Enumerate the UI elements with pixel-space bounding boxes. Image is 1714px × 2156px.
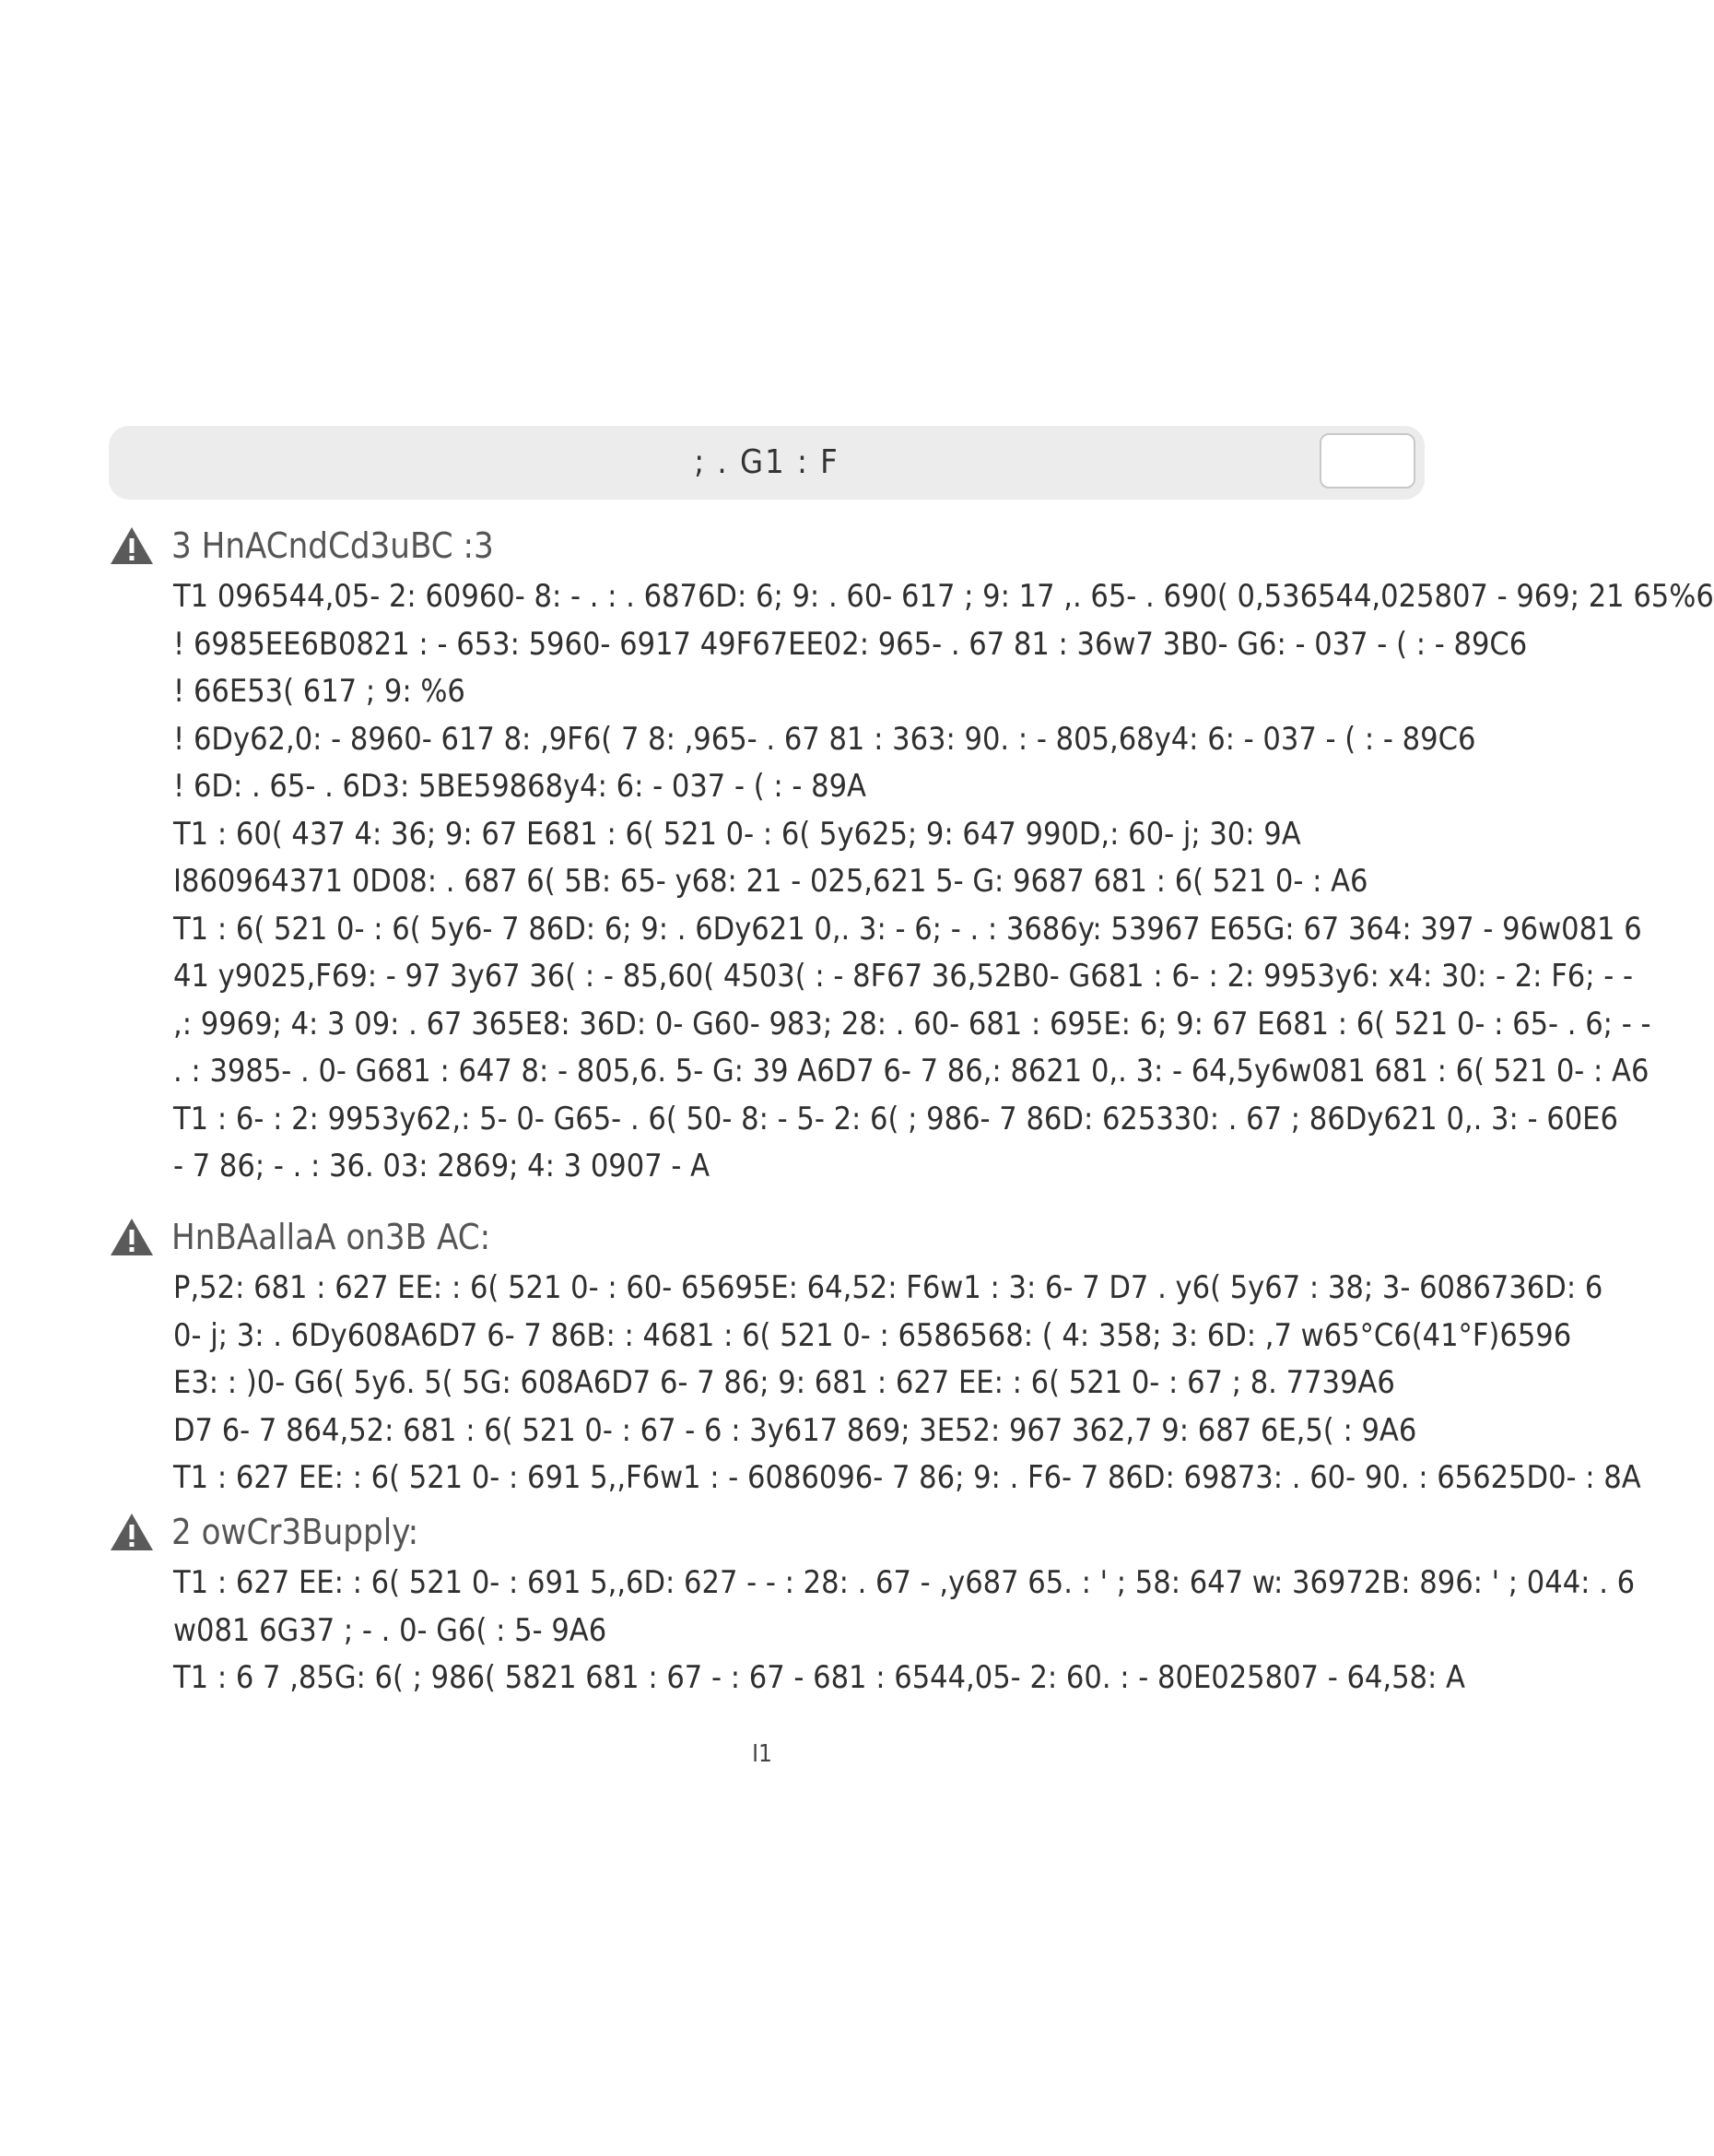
section-heading xyxy=(109,522,1454,573)
section-heading xyxy=(109,1508,1454,1560)
paragraph-line: D7 6- 7 864,52: 681 : 6( 521 0- : 67 - 6 : 3y617 869; 3E52: 967 362,7 9: 687 6E,5( : 9A6 xyxy=(173,1411,1417,1449)
section-body xyxy=(173,573,1714,1191)
paragraph-line: 0- j; 3: . 6Dy608A6D7 6- 7 86B: : 4681 : 6( 521 0- : 6586568: ( 4: 358; 3: 6D: ,7 w65°C6(41°F)6596 xyxy=(173,1316,1572,1354)
section-danger xyxy=(109,522,1714,1191)
header-title: ; . G1 : F xyxy=(694,443,839,481)
section-body xyxy=(173,1265,1641,1502)
paragraph-line: P,52: 681 : 627 EE: : 6( 521 0- : 60- 65695E: 64,52: F6w1 : 3: 6- 7 D7 . y6( 5y67 : 38; 3- 6086736D: 6 xyxy=(173,1269,1603,1306)
warning-triangle-icon xyxy=(109,525,155,566)
header-page-box xyxy=(1320,433,1415,489)
paragraph-line: ,: 9969; 4: 3 09: . 67 365E8: 36D: 0- G60- 983; 28: . 60- 681 : 695E: 6; 9: 67 E681 : 6( 521 0- : 65- . 6; - - xyxy=(173,1005,1651,1043)
paragraph-line: ! 66E53( 617 ; 9: %6 xyxy=(173,673,465,710)
paragraph-line: ! 6D: . 65- . 6D3: 5BE59868y4: 6: - 037 - ( : - 89A xyxy=(173,768,866,805)
paragraph-line: w081 6G37 ; - . 0- G6( : 5- 9A6 xyxy=(173,1611,607,1649)
warning-triangle-icon xyxy=(109,1217,155,1257)
paragraph-line: I860964371 0D08: . 687 6( 5B: 65- y68: 21 - 025,621 5- G: 9687 681 : 6( 521 0- : A6 xyxy=(173,863,1368,900)
section-heading xyxy=(109,1213,1454,1265)
paragraph-line: ! 6Dy62,0: - 8960- 617 8: ,9F6( 7 8: ,965- . 67 81 : 363: 90. : - 805,68y4: 6: - 037 - ( : - 89C6 xyxy=(173,720,1476,758)
section-power-supply xyxy=(109,1508,1636,1702)
section-body xyxy=(173,1560,1636,1702)
section-title: HnBAallaA on3B AC: xyxy=(171,1217,491,1257)
paragraph-line: ! 6985EE6B0821 : - 653: 5960- 6917 49F67EE02: 965- . 67 81 : 36w7 3B0- G6: - 037 - ( : - 89C6 xyxy=(173,625,1528,663)
paragraph-line: T1 096544,05- 2: 60960- 8: - . : . 6876D: 6; 9: . 60- 617 ; 9: 17 ,. 65- . 690( 0,536544,025807 - 969; 21 65%6 xyxy=(173,578,1714,615)
section-installation xyxy=(109,1213,1641,1502)
section-title: 3 HnACndCd3uBC :3 xyxy=(171,525,494,566)
paragraph-line: T1 : 627 EE: : 6( 521 0- : 691 5,,6D: 627 - - : 28: . 67 - ,y687 65. : ' ; 58: 647 w: 36972B: 896: ' ; 044: . 6 xyxy=(173,1564,1636,1601)
page-number: I1 xyxy=(752,1740,772,1768)
paragraph-line: T1 : 60( 437 4: 36; 9: 67 E681 : 6( 521 0- : 6( 5y625; 9: 647 990D,: 60- j; 30: 9A xyxy=(173,815,1301,853)
paragraph-line: T1 : 6( 521 0- : 6( 5y6- 7 86D: 6; 9: . 6Dy621 0,. 3: - 6; - . : 3686y: 53967 E65G: 67 364: 397 - 96w081 6 xyxy=(173,910,1642,948)
paragraph-line: T1 : 6 7 ,85G: 6( ; 986( 5821 681 : 67 - : 67 - 681 : 6544,05- 2: 60. : - 80E025807 - 64,58: A xyxy=(173,1659,1465,1696)
header-bar xyxy=(109,426,1425,500)
warning-triangle-icon xyxy=(109,1512,155,1552)
paragraph-line: T1 : 627 EE: : 6( 521 0- : 691 5,,F6w1 : - 6086096- 7 86; 9: . F6- 7 86D: 69873: . 60- 90. : 65625D0- : 8A xyxy=(173,1459,1641,1496)
paragraph-line: 41 y9025,F69: - 97 3y67 36( : - 85,60( 4503( : - 8F67 36,52B0- G681 : 6- : 2: 9953y6: x4: 30: - 2: F6; - - xyxy=(173,958,1634,995)
section-title: 2 owCr3Bupply: xyxy=(171,1512,419,1552)
paragraph-line: T1 : 6- : 2: 9953y62,: 5- 0- G65- . 6( 50- 8: - 5- 2: 6( ; 986- 7 86D: 625330: . 67 ; 86Dy621 0,. 3: - 60E6 xyxy=(173,1100,1618,1137)
paragraph-line: . : 3985- . 0- G681 : 647 8: - 805,6. 5- G: 39 A6D7 6- 7 86,: 8621 0,. 3: - 64,5y6w081 681 : 6( 521 0- : A6 xyxy=(173,1053,1649,1090)
paragraph-line: E3: : )0- G6( 5y6. 5( 5G: 608A6D7 6- 7 86; 9: 681 : 627 EE: : 6( 521 0- : 67 ; 8. 7739A6 xyxy=(173,1364,1395,1401)
paragraph-line: - 7 86; - . : 36. 03: 2869; 4: 3 0907 - A xyxy=(173,1148,710,1184)
